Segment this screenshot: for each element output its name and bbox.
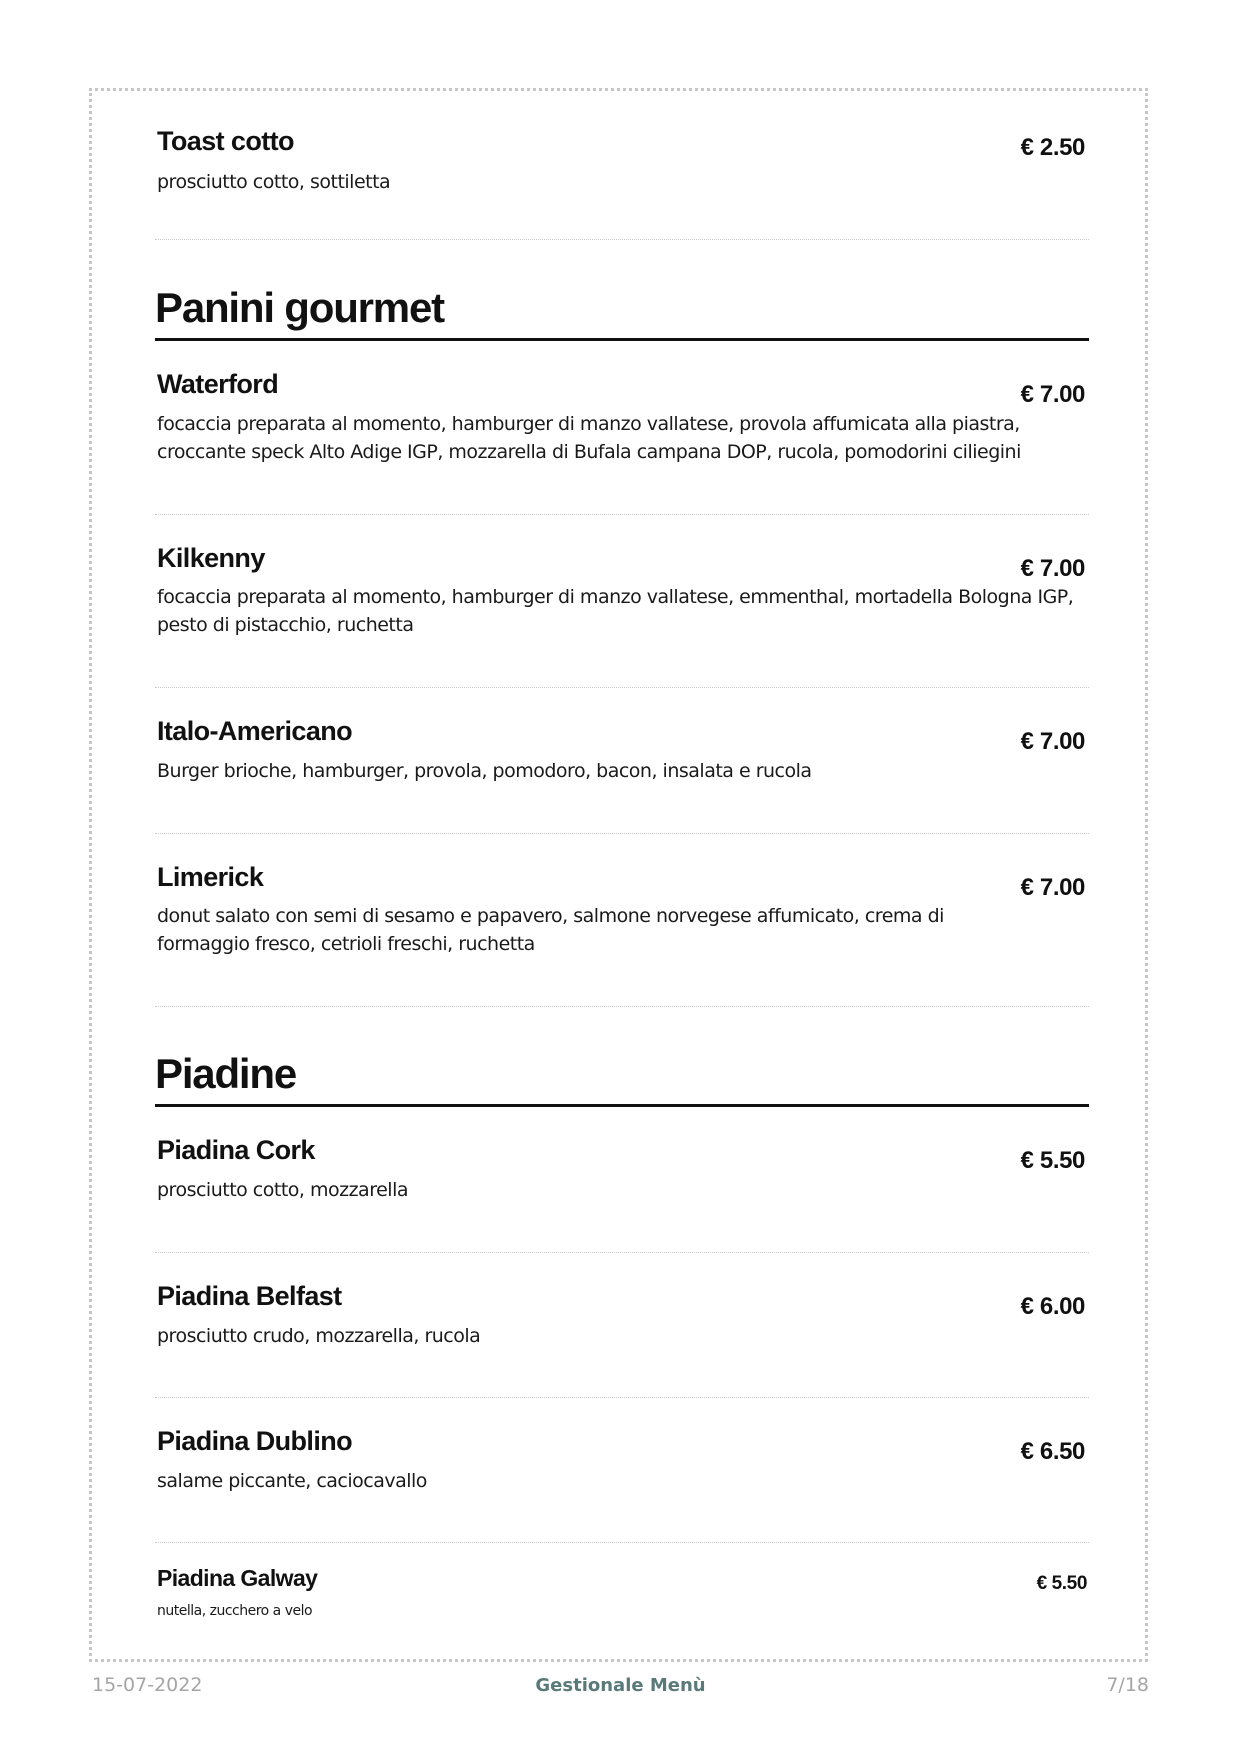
item-name: Limerick bbox=[157, 862, 264, 892]
section-title: Piadine bbox=[155, 1050, 296, 1097]
item-name: Piadina Cork bbox=[157, 1135, 315, 1165]
item-description: prosciutto crudo, mozzarella, rucola bbox=[157, 1325, 481, 1347]
item-name: Waterford bbox=[157, 369, 279, 399]
item-description: nutella, zucchero a velo bbox=[157, 1603, 313, 1619]
item-description: prosciutto cotto, mozzarella bbox=[157, 1179, 408, 1201]
item-price: € 7.00 bbox=[1020, 381, 1085, 408]
item-description: donut salato con semi di sesamo e papavero, salmone norvegese affumicato, crema di formaggio fresco, cetrioli freschi, ruchetta bbox=[157, 905, 944, 955]
item-name: Italo-Americano bbox=[157, 716, 353, 746]
menu-item-piadina-belfast bbox=[155, 1253, 1089, 1398]
section-heading-panini-gourmet bbox=[155, 240, 1089, 341]
item-description: salame piccante, caciocavallo bbox=[157, 1470, 427, 1492]
item-description: focaccia preparata al momento, hamburger di manzo vallatese, emmenthal, mortadella Bologna IGP, pesto di pistacchio, ruchetta bbox=[157, 586, 1074, 636]
item-price: € 7.00 bbox=[1020, 728, 1085, 755]
item-description: Burger brioche, hamburger, provola, pomodoro, bacon, insalata e rucola bbox=[157, 760, 812, 782]
menu-item-toast-cotto bbox=[155, 120, 1089, 240]
footer-date: 15-07-2022 bbox=[92, 1674, 203, 1696]
menu-item-italo-americano bbox=[155, 688, 1089, 834]
item-price: € 7.00 bbox=[1020, 874, 1085, 901]
item-name: Piadina Dublino bbox=[157, 1426, 353, 1456]
item-price: € 6.00 bbox=[1020, 1293, 1085, 1320]
menu-item-piadina-cork bbox=[155, 1107, 1089, 1253]
menu-item-piadina-dublino bbox=[155, 1398, 1089, 1543]
item-name: Piadina Belfast bbox=[157, 1281, 342, 1311]
item-description: focaccia preparata al momento, hamburger di manzo vallatese, provola affumicata alla piastra, croccante speck Alto Adige IGP, mozzarella di Bufala campana DOP, rucola, pomodorini ciliegini bbox=[157, 413, 1021, 463]
footer-page-number: 7/18 bbox=[1106, 1674, 1149, 1696]
section-heading-piadine bbox=[155, 1007, 1089, 1107]
section-title: Panini gourmet bbox=[155, 284, 444, 331]
menu-item-kilkenny bbox=[155, 515, 1089, 688]
item-price: € 2.50 bbox=[1020, 134, 1085, 161]
menu-item-limerick bbox=[155, 834, 1089, 1007]
item-price: € 6.50 bbox=[1020, 1438, 1085, 1465]
footer-app-name: Gestionale Menù bbox=[535, 1675, 706, 1696]
item-description: prosciutto cotto, sottiletta bbox=[157, 171, 391, 193]
menu-content bbox=[155, 120, 1089, 1643]
item-name: Piadina Galway bbox=[157, 1565, 318, 1591]
item-price: € 5.50 bbox=[1036, 1573, 1087, 1594]
menu-item-piadina-galway bbox=[155, 1543, 1089, 1643]
item-name: Toast cotto bbox=[157, 126, 294, 156]
item-price: € 7.00 bbox=[1020, 555, 1085, 582]
item-price: € 5.50 bbox=[1020, 1147, 1085, 1174]
menu-item-waterford bbox=[155, 341, 1089, 515]
item-name: Kilkenny bbox=[157, 543, 265, 573]
